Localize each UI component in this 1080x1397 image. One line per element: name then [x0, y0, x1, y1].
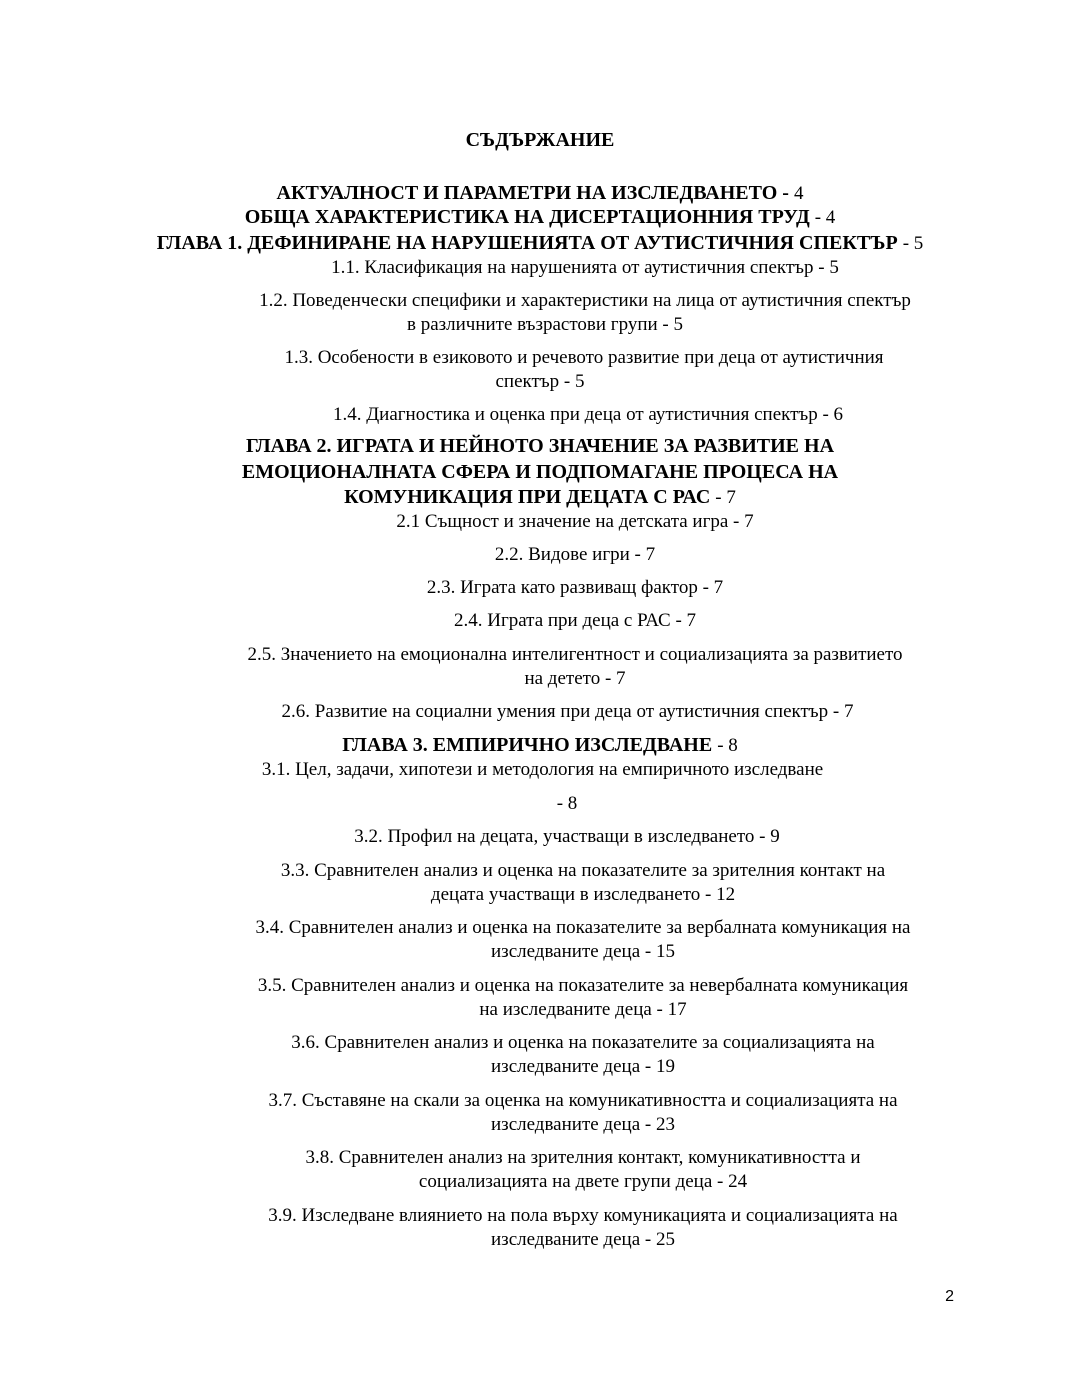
toc-entry-3-4: 3.4. Сравнителен анализ и оценка на показателите за вербалната комуникация на	[255, 917, 911, 938]
toc-entry-2-4: 2.4. Играта при деца с РАС - 7	[453, 610, 697, 631]
toc-entry-3-9: 3.9. Изследване влиянието на пола върху комуникацията и социализацията на	[268, 1205, 898, 1226]
toc-entry-obshta: ОБЩА ХАРАКТЕРИСТИКА НА ДИСЕРТАЦИОННИЯ ТРУД - 4	[244, 206, 836, 228]
toc-entry-3-5-cont: на изследваните деца - 17	[479, 999, 687, 1020]
toc-entry-3-1: 3.1. Цел, задачи, хипотези и методология на емпиричното изследване	[261, 759, 824, 780]
toc-entry-3-8-cont: социализацията на двете групи деца - 24	[418, 1171, 748, 1192]
toc-entry-2-5-cont: на детето - 7	[524, 668, 626, 689]
toc-entry-chapter-1: ГЛАВА 1. ДЕФИНИРАНЕ НА НАРУШЕНИЯТА ОТ АУТИСТИЧНИЯ СПЕКТЪР - 5	[156, 232, 924, 254]
toc-entry-1-3-cont: спектър - 5	[495, 371, 585, 392]
toc-entry-1-2: 1.2. Поведенчески специфики и характеристики на лица от аутистичния спектър	[259, 290, 911, 311]
toc-entry-3-3-cont: децата участващи в изследването - 12	[430, 884, 736, 905]
toc-entry-2-6: 2.6. Развитие на социални умения при деца от аутистичния спектър - 7	[281, 701, 854, 722]
toc-entry-2-2: 2.2. Видове игри - 7	[494, 544, 656, 565]
toc-entry-2-3: 2.3. Играта като развиващ фактор - 7	[426, 577, 724, 598]
toc-entry-3-9-cont: изследваните деца - 25	[491, 1229, 675, 1250]
toc-entry-chapter-2-end: КОМУНИКАЦИЯ ПРИ ДЕЦАТА С РАС - 7	[344, 486, 736, 508]
page-number: 2	[945, 1288, 954, 1305]
toc-entry-1-3: 1.3. Особености в езиковото и речевото развитие при деца от аутистичния	[284, 347, 884, 368]
toc-entry-chapter-3: ГЛАВА 3. ЕМПИРИЧНО ИЗСЛЕДВАНЕ - 8	[342, 734, 738, 756]
toc-entry-3-6-cont: изследваните деца - 19	[491, 1056, 675, 1077]
toc-entry-3-6: 3.6. Сравнителен анализ и оценка на показателите за социализацията на	[291, 1032, 875, 1053]
toc-entry-3-2: 3.2. Профил на децата, участващи в изследването - 9	[354, 826, 780, 847]
toc-entry-aktualnost: АКТУАЛНОСТ И ПАРАМЕТРИ НА ИЗСЛЕДВАНЕТО - 4	[276, 182, 804, 204]
toc-entry-3-7: 3.7. Съставяне на скали за оценка на комуникативността и социализацията на	[268, 1090, 898, 1111]
toc-entry-3-1-cont: - 8	[556, 793, 578, 814]
toc-entry-1-4: 1.4. Диагностика и оценка при деца от аутистичния спектър - 6	[332, 404, 844, 425]
toc-entry-3-5: 3.5. Сравнителен анализ и оценка на показателите за невербалната комуникация	[257, 975, 909, 996]
toc-title: СЪДЪРЖАНИЕ	[465, 129, 615, 151]
toc-entry-chapter-2: ГЛАВА 2. ИГРАТА И НЕЙНОТО ЗНАЧЕНИЕ ЗА РАЗВИТИЕ НА	[245, 435, 835, 457]
toc-entry-3-4-cont: изследваните деца - 15	[491, 941, 675, 962]
toc-entry-2-1: 2.1 Същност и значение на детската игра - 7	[396, 511, 754, 532]
toc-entry-chapter-2-cont: ЕМОЦИОНАЛНАТА СФЕРА И ПОДПОМАГАНЕ ПРОЦЕСА НА	[241, 461, 839, 483]
toc-entry-3-8: 3.8. Сравнителен анализ на зрителния контакт, комуникативността и	[305, 1147, 861, 1168]
toc-entry-1-2-cont: в различните възрастови групи - 5	[406, 314, 684, 335]
toc-entry-2-5: 2.5. Значението на емоционална интелигентност и социализацията за развитието	[247, 644, 903, 665]
toc-entry-1-1: 1.1. Класификация на нарушенията от аутистичния спектър - 5	[331, 257, 839, 278]
toc-entry-3-7-cont: изследваните деца - 23	[491, 1114, 675, 1135]
toc-entry-3-3: 3.3. Сравнителен анализ и оценка на показателите за зрителния контакт на	[280, 860, 886, 881]
